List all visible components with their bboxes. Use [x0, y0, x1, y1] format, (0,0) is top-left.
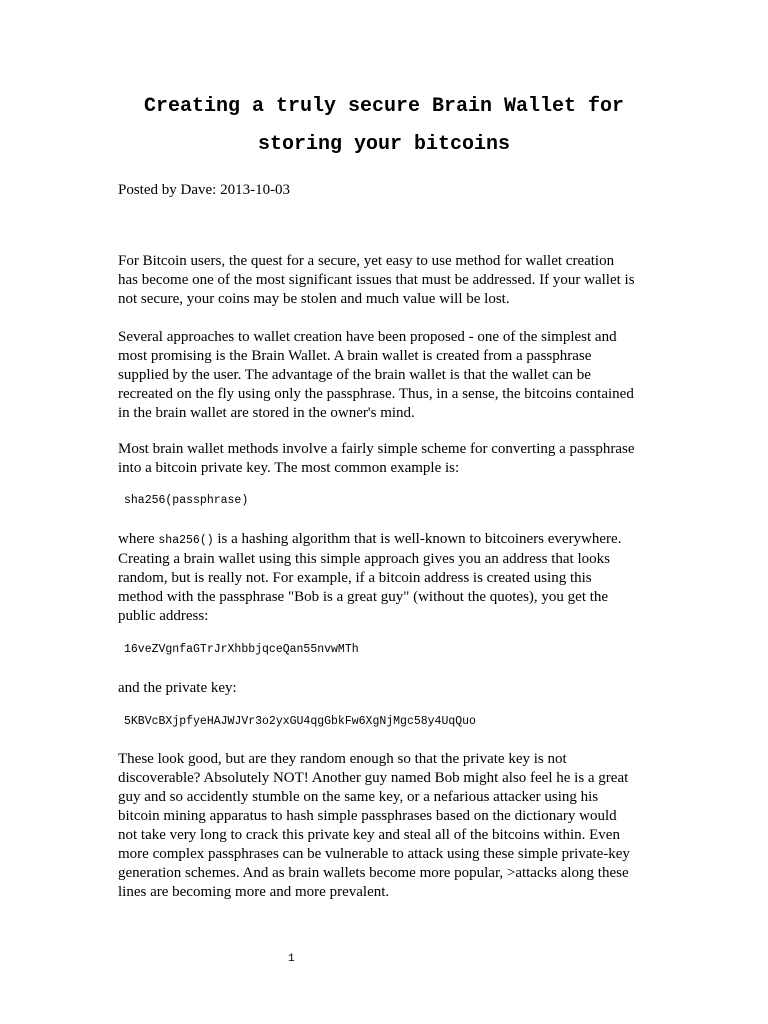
paragraph-line: more complex passphrases can be vulnerable to attack using these simple private-key: [118, 846, 630, 862]
paragraph-line: and the private key:: [118, 680, 237, 696]
paragraph-methods: [118, 440, 658, 478]
title-line-2: storing your bitcoins: [257, 133, 511, 156]
paragraph-line: random, but is really not. For example, if a bitcoin address is created using this: [118, 570, 592, 586]
paragraph-line: not take very long to crack this private key and steal all of the bitcoins within. Even: [118, 827, 620, 843]
paragraph-line: public address:: [118, 608, 209, 624]
paragraph-line: discoverable? Absolutely NOT! Another guy named Bob might also feel he is a great: [118, 770, 629, 786]
code-sha256-passphrase: sha256(passphrase): [124, 494, 249, 507]
code-public-address: 16veZVgnfaGTrJrXhbbjqceQan55nvwMTh: [124, 643, 359, 656]
paragraph-line: generation schemes. And as brain wallets become more popular, >attacks along these: [118, 865, 629, 881]
title-line-1: Creating a truly secure Brain Wallet for: [143, 95, 625, 118]
paragraph-line: recreated on the fly using only the passphrase. Thus, in a sense, the bitcoins contained: [118, 386, 634, 402]
page-number: 1: [288, 953, 295, 965]
paragraph-line: into a bitcoin private key. The most common example is:: [118, 460, 460, 476]
paragraph-line: in the brain wallet are stored in the owner's mind.: [118, 405, 415, 421]
paragraph-intro: [118, 252, 658, 309]
paragraph-where: [118, 530, 658, 626]
paragraph-random-enough: [118, 750, 658, 902]
paragraph-line: Creating a brain wallet using this simple approach gives you an address that looks: [118, 551, 610, 567]
paragraph-line: most promising is the Brain Wallet. A brain wallet is created from a passphrase: [118, 348, 592, 364]
paragraph-line: bitcoin mining apparatus to hash simple passphrases based on the dictionary would: [118, 808, 617, 824]
byline: Posted by Dave: 2013-10-03: [118, 182, 291, 198]
inline-code-sha256: sha256(): [158, 534, 214, 547]
paragraph-line: [118, 530, 658, 550]
paragraph-line: method with the passphrase "Bob is a great guy" (without the quotes), you get the: [118, 589, 609, 605]
paragraph-text: where: [118, 531, 159, 547]
paragraph-line: Several approaches to wallet creation have been proposed - one of the simplest and: [118, 329, 617, 345]
paragraph-line: Most brain wallet methods involve a fairly simple scheme for converting a passphrase: [118, 441, 635, 457]
paragraph-line: not secure, your coins may be stolen and much value will be lost.: [118, 291, 510, 307]
paragraph-line: For Bitcoin users, the quest for a secure, yet easy to use method for wallet creation: [118, 253, 615, 269]
paragraph-approaches: [118, 328, 658, 423]
paragraph-line: has become one of the most significant issues that must be addressed. If your wallet is: [118, 272, 635, 288]
paragraph-private-key-intro: [118, 679, 658, 698]
paragraph-text: is a hashing algorithm that is well-known to bitcoiners everywhere.: [213, 531, 622, 547]
paragraph-line: guy and so accidently stumble on the same key, or a nefarious attacker using his: [118, 789, 599, 805]
code-private-key: 5KBVcBXjpfyeHAJWJVr3o2yxGU4qgGbkFw6XgNjMgc58y4UqQuo: [124, 715, 476, 728]
paragraph-line: lines are becoming more and more prevalent.: [118, 884, 390, 900]
paragraph-line: These look good, but are they random enough so that the private key is not: [118, 751, 567, 767]
paragraph-line: supplied by the user. The advantage of the brain wallet is that the wallet can be: [118, 367, 591, 383]
